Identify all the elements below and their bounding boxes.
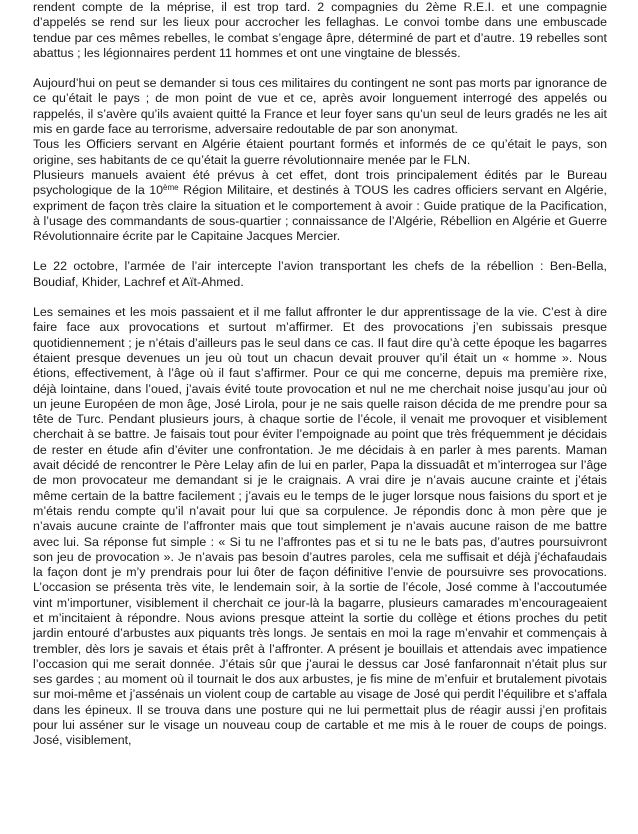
paragraph-officers-informed: Tous les Officiers servant en Algérie étaient pourtant formés et informés de ce qu’était le pays, son origine, ses habitants de ce qu’était la guerre révolutionnaire menée par le FLN.	[33, 137, 607, 167]
superscript-eme: ème	[163, 183, 179, 193]
paragraph-manuals	[33, 168, 607, 244]
paragraph-spacer	[33, 290, 607, 305]
paragraph-spacer	[33, 244, 607, 259]
paragraph-contingent-ignorance: Aujourd’hui on peut se demander si tous ces militaires du contingent ne sont pas morts par ignorance de ce qu’était le pays ; de mon point de vue et ce, après avoir longuement interrogé des appelés ou rappelés, il s’avère qu’ils avaient quitté la France et leur foyer sans qu’un seul de leurs gradés ne les ait mis en garde face au terrorisme, adversaire redoutable de par son anonymat.	[33, 76, 607, 137]
paragraph-convoy-ambush: rendent compte de la méprise, il est trop tard. 2 compagnies du 2ème R.E.I. et une compagnie d’appelés se rend sur les lieux pour accrocher les fellaghas. Le convoi tombe dans une embuscade tendue par ces mêmes rebelles, le combat s’engage âpre, déterminé de part et d’autre. 19 rebelles sont abattus ; les légionnaires perdent 11 hommes et ont une vingtaine de blessés.	[33, 0, 607, 60]
paragraph-spacer	[33, 61, 607, 76]
paragraph-october-22: Le 22 octobre, l’armée de l’air intercepte l’avion transportant les chefs de la rébellion : Ben-Bella, Boudiaf, Khider, Lachref et Aït-Ahmed.	[33, 259, 607, 289]
manuals-text-after: Région Militaire, et destinés à TOUS les cadres officiers servant en Algérie, expriment de façon très claire la situation et le comportement à avoir : Guide pratique de la Pacification, à l’usage des commandants de sous-quartier ; connaissance de l’Algérie, Rébellion en Algérie et Guerre Révolutionnaire écrite par le Capitaine Jacques Mercier.	[33, 183, 607, 244]
paragraph-school-fight: Les semaines et les mois passaient et il me fallut affronter le dur apprentissage de la vie. C’est à dire faire face aux provocations et surtout m’affirmer. Et des provocations j’en subissais presque quotidiennement ; je n’étais d’ailleurs pas le seul dans ce cas. Il faut dire qu’à cette époque les bagarres étaient presque devenues un jeu où tout un chacun devait prouver qu’il était un « homme ». Nous étions, effectivement, à l’âge où il faut s’affirmer. Pour ce qui me concerne, depuis ma première rixe, déjà lointaine, dans l’oued, j’avais évité toute provocation et nul ne me cherchait noise jusqu’au jour où un jeune Européen de mon âge, José Lirola, pour je ne sais quelle raison décida de me prendre pour sa tête de Turc. Pendant plusieurs jours, à chaque sortie de l’école, il venait me provoquer et visiblement cherchait à se battre. Je faisais tout pour éviter l’empoignade au point que très fréquemment je décidais de rester en étude afin d’éviter une confrontation. Je me décidais à en parler à mes parents. Maman avait décidé de rencontrer le Père Lelay afin de lui en parler, Papa la dissuadât et m’interrogea sur l’âge de mon provocateur me demandant si je le craignais. A vrai dire je n’avais aucune crainte et j’étais même certain de la battre facilement ; j’avais eu le temps de le juger lorsque nous faisions du sport et je m’étais rendu compte qu’il n’avait pour lui que sa corpulence. Je répondis donc à mon père que je n’avais aucune crainte de l’affronter mais que tout simplement je n’avais aucune raison de me battre avec lui. Sa réponse fut simple : « Si tu ne l’affrontes pas et si tu ne le bats pas, d’autres poursuivront son jeu de provocation ». Je n’avais pas besoin d’autres paroles, cela me suffisait et déjà j’échafaudais la façon dont je m’y prendrais pour lui ôter de façon définitive l’envie de poursuivre ses provocations. L’occasion se présenta très vite, le lendemain soir, à la sortie de l’école, José comme à l’accoutumée vint m’importuner, visiblement il cherchait ce jour-là la bagarre, plusieurs camarades m’encourageaient et m’incitaient à répondre. Nous avions presque atteint la sortie du collège et étions proches du petit jardin entouré d’arbustes aux piquants très longs. Je sentais en moi la rage m’envahir et commençais à trembler, dès lors je savais et étais prêt à l’affronter. A présent je bouillais et attendais avec impatience l’occasion qui me serait donnée. J’étais sûr que j’aurai le dessus car José fanfaronnait n’était plus sur ses gardes ; au moment où il tournait le dos aux arbustes, je fis mine de m’enfuir et brutalement pivotais sur moi-même et j’assénais un violent coup de cartable au visage de José qui perdit l’équilibre et s’affala dans les épineux. Il se trouva dans une posture qui ne lui permettait plus de réagir aussi j’en profitais pour lui asséner sur le visage un nouveau coup de cartable et me mis à le rouer de coups de poings. José, visiblement,	[33, 305, 607, 748]
document-page	[33, 0, 607, 749]
manuals-text-before: Plusieurs manuels avaient été prévus à cet effet, dont trois principalement édités par le Bureau psychologique de la 10	[33, 167, 607, 198]
